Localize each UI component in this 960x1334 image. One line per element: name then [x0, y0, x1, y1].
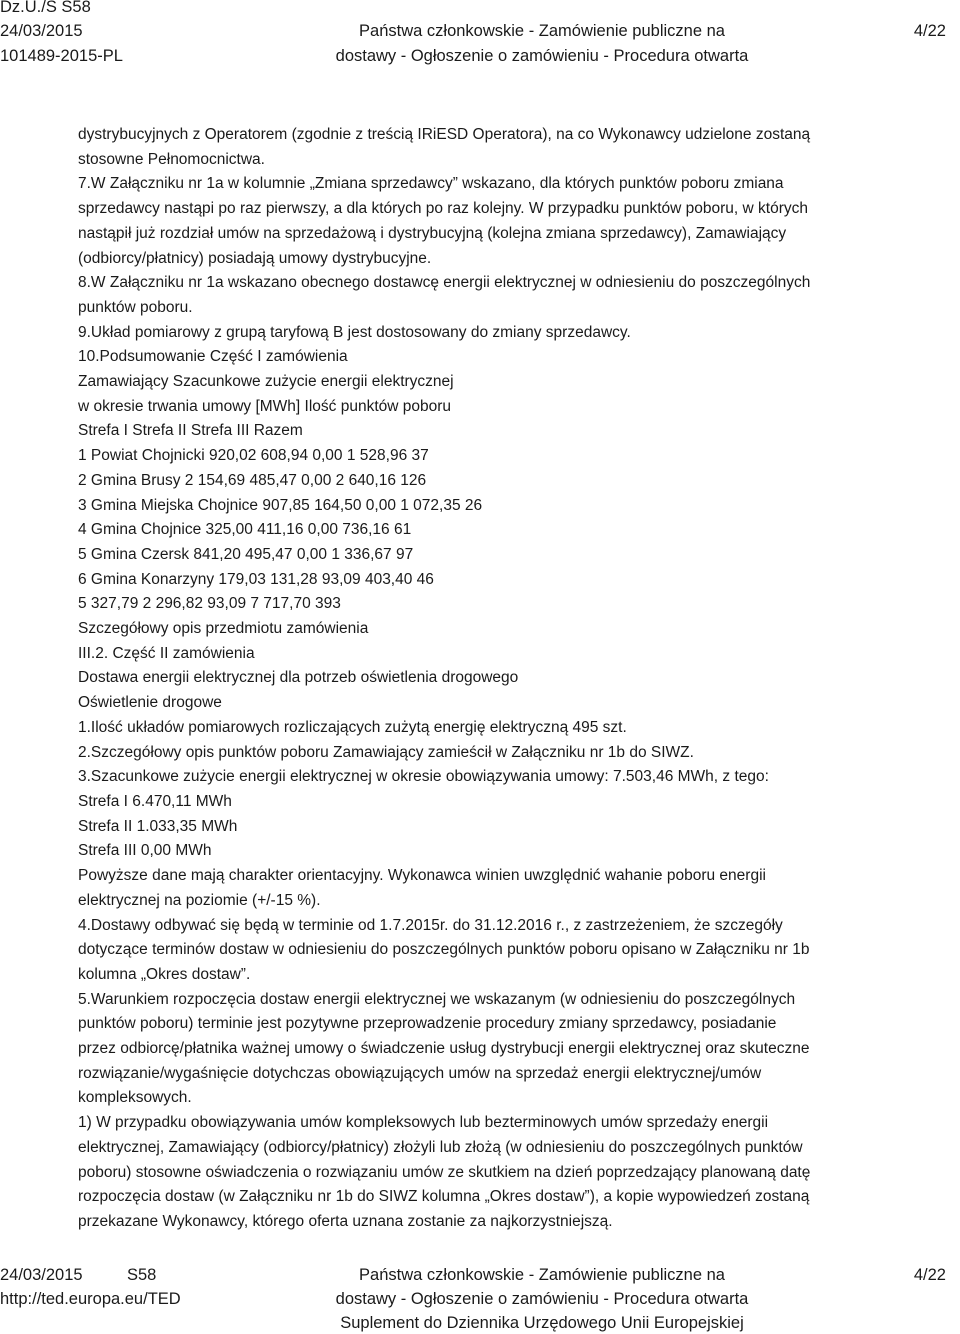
body-line: 1) W przypadku obowiązywania umów kompleksowych lub bezterminowych umów sprzedaży energii: [78, 1114, 769, 1132]
body-line: 5 327,79 2 296,82 93,09 7 717,70 393: [78, 595, 341, 613]
body-line: Strefa II 1.033,35 MWh: [78, 817, 238, 835]
body-line: Strefa III 0,00 MWh: [78, 842, 212, 860]
body-line: punktów poboru.: [78, 298, 193, 316]
body-line: 4.Dostawy odbywać się będą w terminie od 1.7.2015r. do 31.12.2016 r., z zastrzeżeniem, że szczegóły: [78, 916, 783, 934]
body-line: 1.Ilość układów pomiarowych rozliczających zużytą energię elektryczną 495 szt.: [78, 718, 627, 736]
body-line: 9.Układ pomiarowy z grupą taryfową B jest dostosowany do zmiany sprzedawcy.: [78, 323, 631, 341]
body-line: Powyższe dane mają charakter orientacyjny. Wykonawca winien uwzględnić wahanie poboru energii: [78, 867, 766, 885]
body-line: 2.Szczegółowy opis punktów poboru Zamawiający zamieścił w Załączniku nr 1b do SIWZ.: [78, 743, 694, 761]
body-line: elektrycznej, Zamawiający (odbiorcy/płatnicy) złożyli lub złożą (w odniesieniu do poszczególnych punktów: [78, 1138, 803, 1156]
body-line: 4 Gmina Chojnice 325,00 411,16 0,00 736,16 61: [78, 521, 412, 539]
body-line: Oświetlenie drogowe: [78, 694, 222, 712]
footer-title-line3: Suplement do Dziennika Urzędowego Unii Europejskiej: [340, 1314, 744, 1332]
body-line: stosowne Pełnomocnictwa.: [78, 150, 265, 168]
body-line: 3.Szacunkowe zużycie energii elektrycznej w okresie obowiązywania umowy: 7.503,46 MWh, z tego:: [78, 768, 769, 786]
body-line: sprzedawcy nastąpi po raz pierwszy, a dla których po raz kolejny. W przypadku punktów poboru, w których: [78, 200, 808, 218]
body-line: 5 Gmina Czersk 841,20 495,47 0,00 1 336,67 97: [78, 545, 414, 563]
body-line: w okresie trwania umowy [MWh] Ilość punktów poboru: [78, 397, 452, 415]
body-line: dotyczące terminów dostaw w odniesieniu do poszczególnych punktów poboru opisano w Załączniku nr 1b: [78, 941, 810, 959]
body-line: 8.W Załączniku nr 1a wskazano obecnego dostawcę energii elektrycznej w odniesieniu do poszczególnych: [78, 274, 811, 292]
body-line: kompleksowych.: [78, 1089, 192, 1107]
header-date: 24/03/2015: [0, 22, 83, 40]
body-line: przez odbiorcę/płatnika ważnej umowy o świadczenie usług dystrybucji energii elektrycznej oraz skuteczne: [78, 1040, 810, 1058]
body-line: 1 Powiat Chojnicki 920,02 608,94 0,00 1 528,96 37: [78, 447, 429, 465]
body-line: punktów poboru) terminie jest pozytywne przeprowadzenie procedury zmiany sprzedawcy, posiadanie: [78, 1015, 777, 1033]
body-line: kolumna „Okres dostaw”.: [78, 965, 251, 983]
body-line: Dostawa energii elektrycznej dla potrzeb oświetlenia drogowego: [78, 669, 519, 687]
body-line: nastąpił już rozdział umów na sprzedażową i dystrybucyjną (kolejna zmiana sprzedawcy), Zamawiający: [78, 224, 787, 242]
document-body: [78, 123, 918, 1235]
body-line: (odbiorcy/płatnicy) posiadają umowy dystrybucyjne.: [78, 249, 432, 267]
header-page-number: 4/22: [913, 22, 946, 40]
header-title-line1: Państwa członkowskie - Zamówienie publiczne na: [359, 22, 725, 40]
footer-title-line1: Państwa członkowskie - Zamówienie publiczne na: [359, 1266, 725, 1284]
body-line: elektrycznej na poziomie (+/-15 %).: [78, 891, 321, 909]
header-title-line2: dostawy - Ogłoszenie o zamówieniu - Procedura otwarta: [335, 47, 749, 65]
body-line: 10.Podsumowanie Część I zamówienia: [78, 348, 348, 366]
body-line: rozpoczęcia dostaw (w Załączniku nr 1b do SIWZ kolumna „Okres dostaw”), a kopie wypowiedzeń zostaną: [78, 1188, 810, 1206]
body-line: 6 Gmina Konarzyny 179,03 131,28 93,09 403,40 46: [78, 570, 434, 588]
body-line: dystrybucyjnych z Operatorem (zgodnie z treścią IRiESD Operatora), na co Wykonawcy udzielone zostaną: [78, 126, 811, 143]
footer-date: 24/03/2015: [0, 1266, 83, 1284]
body-line: Strefa I Strefa II Strefa III Razem: [78, 422, 303, 440]
body-line: 5.Warunkiem rozpoczęcia dostaw energii elektrycznej we wskazanym (w odniesieniu do poszczególnych: [78, 990, 796, 1008]
body-line: Szczegółowy opis przedmiotu zamówienia: [78, 620, 369, 638]
body-line: poboru) stosowne oświadczenia o rozwiązaniu umów ze skutkiem na dzień poprzedzający planowaną datę: [78, 1163, 811, 1181]
footer-url: http://ted.europa.eu/TED: [0, 1290, 181, 1308]
footer-series: S58: [127, 1266, 157, 1284]
doc-code: Dz.U./S S58: [0, 0, 91, 16]
header-ref-number: 101489-2015-PL: [0, 47, 123, 65]
body-line: rozwiązanie/wygaśnięcie dotychczas obowiązujących umów na sprzedaż energii elektrycznej/umów: [78, 1064, 762, 1082]
footer-title-line2: dostawy - Ogłoszenie o zamówieniu - Procedura otwarta: [335, 1290, 749, 1308]
body-line: 7.W Załączniku nr 1a w kolumnie „Zmiana sprzedawcy” wskazano, dla których punktów poboru zmiana: [78, 175, 784, 193]
body-line: przekazane Wykonawcy, którego oferta uznana zostanie za najkorzystniejszą.: [78, 1212, 613, 1230]
body-line: III.2. Część II zamówienia: [78, 644, 255, 662]
body-line: 2 Gmina Brusy 2 154,69 485,47 0,00 2 640,16 126: [78, 471, 427, 489]
footer-page-number: 4/22: [913, 1266, 946, 1284]
body-line: Zamawiający Szacunkowe zużycie energii elektrycznej: [78, 373, 454, 391]
body-line: 3 Gmina Miejska Chojnice 907,85 164,50 0,00 1 072,35 26: [78, 496, 483, 514]
body-line: Strefa I 6.470,11 MWh: [78, 792, 232, 810]
